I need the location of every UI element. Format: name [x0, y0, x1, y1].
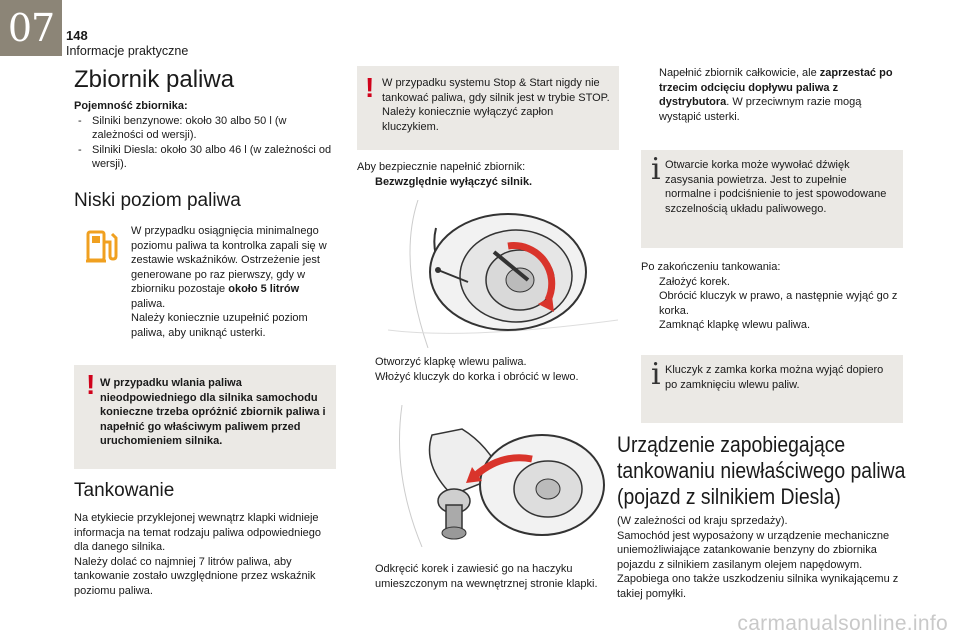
low-fuel-amount: około 5 litrów — [228, 283, 300, 295]
list-item: - Silniki Diesla: około 30 albo 46 l (w zależności od wersji). — [74, 143, 336, 172]
chapter-number: 07 — [7, 6, 55, 50]
list-item: Założyć korek. — [659, 275, 730, 288]
misfuel-device-text — [617, 514, 907, 601]
procedure-intro: Aby bezpiecznie napełnić zbiornik: — [357, 161, 526, 173]
info-icon: i — [651, 357, 661, 392]
low-fuel-text-2: paliwa. — [131, 297, 166, 310]
fuel-warning-icon — [84, 226, 120, 266]
list-item: Włożyć kluczyk do korka i obrócić w lewo. — [375, 370, 579, 383]
info-box-key — [641, 355, 903, 423]
section-name: Informacje praktyczne — [66, 44, 189, 58]
after-refuel-section — [641, 260, 903, 333]
steps-a — [357, 355, 619, 384]
list-item: Otworzyć klapkę wlewu paliwa. — [375, 356, 527, 368]
misfuel-device-heading: Urządzenie zapobiegające tankowaniu niewłaściwego paliwa (pojazd z silnikiem Diesla) — [617, 432, 906, 509]
refuel-text-1: Na etykiecie przyklejonej wewnątrz klapki widnieje informacja na temat rodzaju paliwa odpowiedniego dla danego silnika. — [74, 512, 322, 553]
list-item: - Silniki benzynowe: około 30 albo 50 l (w zależności od wersji). — [74, 114, 336, 143]
page-number: 148 — [66, 28, 88, 43]
steps-b — [357, 562, 619, 591]
capacity-section — [74, 99, 336, 172]
refuel-heading: Tankowanie — [74, 480, 175, 501]
page-title: Zbiornik paliwa — [74, 66, 235, 93]
fuel-warning-text: W przypadku wlania paliwa nieodpowiedniego dla silnika samochodu konieczne trzeba opróżnić zbiornik paliwa i napełnić go właściwym paliwem przed uruchomieniem silnika. — [100, 377, 326, 447]
low-fuel-text — [131, 224, 331, 340]
refuel-procedure-intro — [357, 160, 619, 189]
after-refuel-label: Po zakończeniu tankowania: — [641, 261, 781, 273]
list-item: Zamknąć klapkę wlewu paliwa. — [659, 319, 811, 331]
device-text-2: Samochód jest wyposażony w urządzenie mechaniczne uniemożliwiające zatankowanie benzyny do zbiornika pojazdu z silnikiem zasilanym olejem napędowym. Zapobiega ono także uszkodzeniu silnika wynikającemu z takiej pomyłki. — [617, 529, 899, 600]
list-item: Odkręcić korek i zawiesić go na haczyku umieszczonym na wewnętrznej stronie klapki. — [375, 563, 598, 590]
low-fuel-text-1: W przypadku osiągnięcia minimalnego poziomu paliwa ta kontrolka zapali się w zestawie wskaźników. Ostrzeżenie jest generowane po raz pierwszy, gdy w zbiorniku pozostaje — [131, 225, 327, 295]
refuel-text-2: Należy dolać co najmniej 7 litrów paliwa, aby tankowanie zostało uwzględnione przez wskaźnik poziomu paliwa. — [74, 555, 316, 597]
chapter-tab — [0, 0, 62, 56]
stop-start-warning-box — [357, 66, 619, 150]
info-vacuum-text: Otwarcie korka może wywołać dźwięk zasysania powietrza. Jest to zupełnie normalne i podciśnienie to jest spowodowane szczelnością układu paliwowego. — [665, 159, 887, 215]
warning-icon: ! — [86, 369, 96, 400]
cap-on-hook-illustration — [392, 405, 618, 547]
refuel-text — [74, 511, 336, 598]
info-box-vacuum — [641, 150, 903, 248]
capacity-label: Pojemność zbiornika: — [74, 100, 188, 112]
fuel-cap-key-illustration — [388, 200, 618, 348]
info-icon: i — [651, 152, 661, 187]
low-fuel-heading: Niski poziom paliwa — [74, 190, 241, 211]
stop-start-warning-text: W przypadku systemu Stop & Start nigdy nie tankować paliwa, gdy silnik jest w trybie STOP. Należy koniecznie wyłączyć zapłon kluczykiem. — [382, 77, 610, 133]
info-key-text: Kluczyk z zamka korka można wyjąć dopiero po zamknięciu wlewu paliw. — [665, 364, 884, 391]
list-item: Obrócić kluczyk w prawo, a następnie wyjąć go z korka. — [659, 290, 898, 317]
device-text-1: (W zależności od kraju sprzedaży). — [617, 515, 788, 527]
list-item: Bezwzględnie wyłączyć silnik. — [375, 175, 533, 188]
low-fuel-text-3: Należy koniecznie uzupełnić poziom paliwa, aby uniknąć usterki. — [131, 312, 308, 339]
fuel-warning-box — [74, 365, 336, 469]
fill-instruction — [641, 66, 903, 124]
warning-icon: ! — [365, 72, 375, 103]
list-item: Napełnić zbiornik całkowicie, ale zaprzestać po trzecim odcięciu dopływu paliwa z dystrybutora. W przeciwnym razie mogą wystąpić usterki. — [659, 67, 893, 123]
capacity-list — [74, 114, 336, 172]
watermark: carmanualsonline.info — [737, 612, 948, 635]
